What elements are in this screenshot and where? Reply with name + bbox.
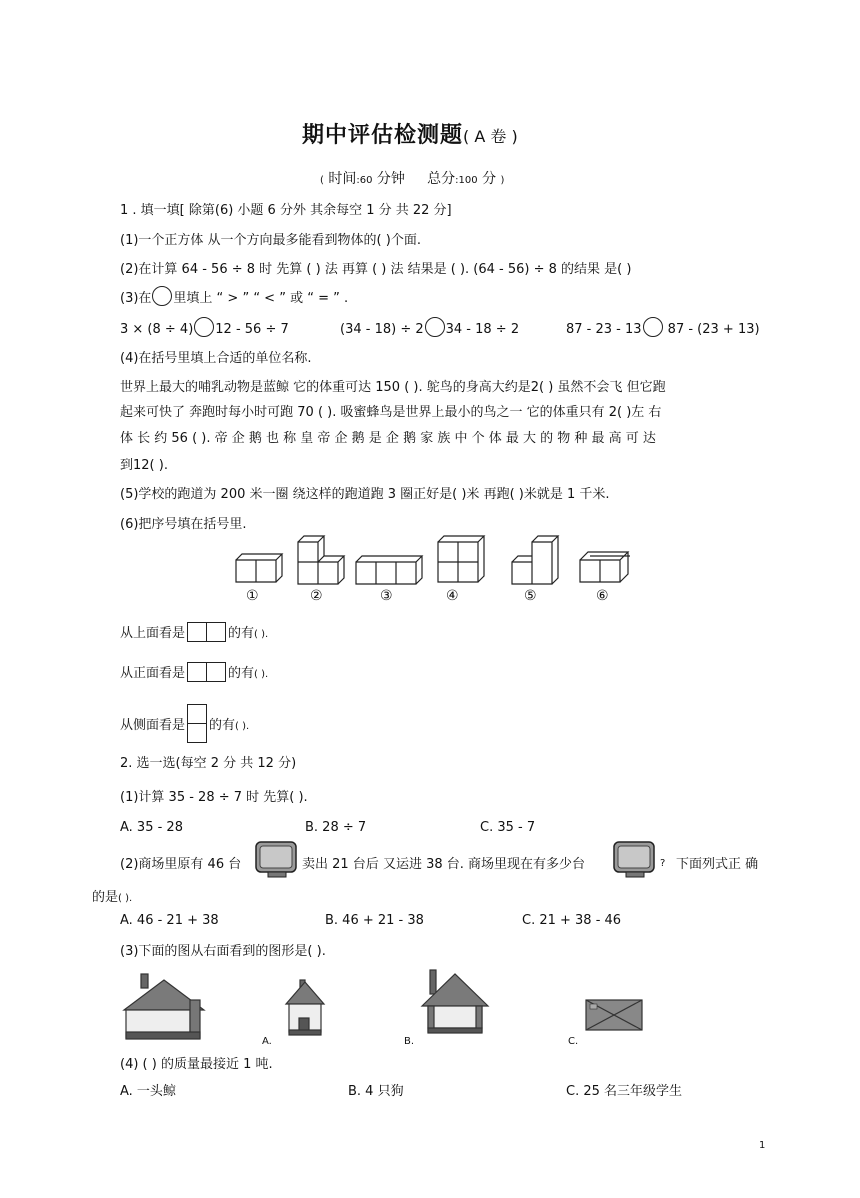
q4-line-2: 起来可快了 奔跑时每小时可跑 70 ( ). 吸蜜蜂鸟是世界上最小的鸟之一 它的体重只有 2( )左 右 bbox=[120, 405, 662, 420]
house-option-c-icon bbox=[586, 1000, 642, 1030]
q4-line-3: 体 长 约 56 ( ). 帝 企 鹅 也 称 皇 帝 企 鹅 是 企 鹅 家 族 中 个 体 最 大 的 物 种 最 高 可 达 bbox=[120, 431, 656, 446]
question-1-3 bbox=[120, 286, 348, 306]
house-label-a[interactable]: A. bbox=[262, 1036, 272, 1047]
cube-figure-5 bbox=[512, 536, 558, 584]
compare-expr-2 bbox=[340, 317, 519, 337]
page-number: 1 bbox=[759, 1140, 766, 1151]
section-2-heading: 2. 选一选(每空 2 分 共 12 分) bbox=[120, 756, 297, 771]
q2-4-option-b[interactable]: B. 4 只狗 bbox=[348, 1084, 404, 1099]
question-1-1: (1)一个正方体 从一个方向最多能看到物体的( )个面. bbox=[120, 233, 421, 248]
q2-2-option-c[interactable]: C. 21 + 38 - 46 bbox=[522, 913, 622, 928]
page-title bbox=[302, 118, 518, 149]
question-1-2: (2)在计算 64 - 56 ÷ 8 时 先算 ( ) 法 再算 ( ) 法 结果是 ( ). (64 - 56) ÷ 8 的结果 是( ) bbox=[120, 262, 632, 277]
expr-2-left: (34 - 18) ÷ 2 bbox=[340, 322, 424, 337]
cube-figures bbox=[0, 540, 860, 620]
house-label-c[interactable]: C. bbox=[568, 1036, 579, 1047]
score-label: 总分 bbox=[427, 171, 456, 187]
cube-figure-4 bbox=[438, 536, 484, 582]
score-value: :100 bbox=[455, 175, 478, 186]
compare-circle-3[interactable] bbox=[643, 317, 663, 337]
top-view-answer[interactable]: ( ). bbox=[254, 629, 269, 640]
q3-text-b: 里填上 “ > ” “ < ” 或 “ = ” . bbox=[173, 291, 349, 306]
q2-1-option-c[interactable]: C. 35 - 7 bbox=[480, 820, 536, 835]
top-view-have: 的有 bbox=[228, 626, 255, 641]
subtitle-rparen: ) bbox=[500, 175, 505, 186]
q2-2-option-b[interactable]: B. 46 + 21 - 38 bbox=[325, 913, 424, 928]
two-squares-horizontal-icon bbox=[187, 622, 226, 646]
q2-2-qmark: ? bbox=[660, 858, 666, 869]
q2-2-text-a: (2)商场里原有 46 台 bbox=[120, 857, 242, 872]
q2-4-option-a[interactable]: A. 一头鲸 bbox=[120, 1084, 176, 1099]
compare-expr-3 bbox=[566, 317, 760, 337]
time-value: :60 bbox=[356, 175, 373, 186]
q2-2-answer[interactable]: ( ). bbox=[118, 893, 133, 904]
figure-label-5: ⑤ bbox=[524, 588, 537, 604]
expr-2-right: 34 - 18 ÷ 2 bbox=[445, 322, 520, 337]
question-1-6: (6)把序号填在括号里. bbox=[120, 517, 247, 532]
cube-figure-1 bbox=[236, 554, 282, 582]
question-2-3: (3)下面的图从右面看到的图形是( ). bbox=[120, 944, 326, 959]
title-main: 期中评估检测题 bbox=[302, 123, 464, 148]
q4-line-1: 世界上最大的哺乳动物是蓝鲸 它的体重可达 150 ( ). 鸵鸟的身高大约是2( ) 虽然不会飞 但它跑 bbox=[120, 380, 666, 395]
house-option-b-icon bbox=[422, 970, 488, 1033]
q4-line-4: 到12( ). bbox=[120, 458, 168, 473]
figure-label-4: ④ bbox=[446, 588, 459, 604]
two-squares-vertical-icon bbox=[187, 704, 207, 743]
compare-circle-1[interactable] bbox=[194, 317, 214, 337]
title-suffix: ( A 卷 ) bbox=[463, 127, 518, 146]
side-view-answer[interactable]: ( ). bbox=[235, 721, 250, 732]
side-view-question bbox=[120, 704, 249, 743]
cube-figure-6 bbox=[580, 552, 630, 582]
score-unit: 分 bbox=[482, 171, 497, 187]
figure-label-3: ③ bbox=[380, 588, 393, 604]
question-1-4: (4)在括号里填上合适的单位名称. bbox=[120, 351, 312, 366]
side-view-have: 的有 bbox=[209, 718, 236, 733]
expr-3-right: 87 - (23 + 13) bbox=[663, 322, 760, 337]
expr-1-right: 12 - 56 ÷ 7 bbox=[215, 322, 289, 337]
subtitle bbox=[320, 168, 504, 188]
time-label: 时间 bbox=[328, 171, 357, 187]
tv-icon bbox=[254, 840, 302, 880]
expr-3-left: 87 - 23 - 13 bbox=[566, 322, 642, 337]
section-1-heading: 1 . 填一填[ 除第(6) 小题 6 分外 其余每空 1 分 共 22 分] bbox=[120, 203, 452, 218]
q2-2-line2-text: 的是 bbox=[92, 890, 119, 905]
top-view-label: 从上面看是 bbox=[120, 626, 186, 641]
compare-expr-1 bbox=[120, 317, 289, 337]
front-view-have: 的有 bbox=[228, 666, 255, 681]
house-figures bbox=[0, 966, 860, 1046]
time-unit: 分钟 bbox=[376, 171, 405, 187]
q2-2-text-c: 下面列式正 确 bbox=[676, 857, 759, 872]
q2-2-line2 bbox=[92, 886, 132, 905]
q2-1-option-a[interactable]: A. 35 - 28 bbox=[120, 820, 183, 835]
figure-label-6: ⑥ bbox=[596, 588, 609, 604]
q2-2-text-b: 卖出 21 台后 又运进 38 台. 商场里现在有多少台 bbox=[302, 857, 586, 872]
q3-text-a: (3)在 bbox=[120, 291, 152, 306]
q2-4-option-c[interactable]: C. 25 名三年级学生 bbox=[566, 1084, 683, 1099]
figure-label-2: ② bbox=[310, 588, 323, 604]
tv-icon bbox=[612, 840, 660, 880]
house-label-b[interactable]: B. bbox=[404, 1036, 415, 1047]
figure-label-1: ① bbox=[246, 588, 259, 604]
subtitle-lparen: ( bbox=[320, 175, 324, 186]
front-view-label: 从正面看是 bbox=[120, 666, 186, 681]
cube-figure-3 bbox=[356, 556, 422, 584]
question-2-4: (4) ( ) 的质量最接近 1 吨. bbox=[120, 1057, 273, 1072]
top-view-question bbox=[120, 622, 268, 646]
house-main-icon bbox=[124, 974, 204, 1039]
side-view-label: 从侧面看是 bbox=[120, 718, 186, 733]
question-2-1: (1)计算 35 - 28 ÷ 7 时 先算( ). bbox=[120, 790, 308, 805]
house-option-a-icon bbox=[286, 980, 324, 1035]
circle-blank-icon bbox=[152, 286, 172, 306]
compare-circle-2[interactable] bbox=[425, 317, 445, 337]
front-view-answer[interactable]: ( ). bbox=[254, 669, 269, 680]
question-1-5: (5)学校的跑道为 200 米一圈 绕这样的跑道跑 3 圈正好是( )米 再跑( )米就是 1 千米. bbox=[120, 487, 610, 502]
q2-2-option-a[interactable]: A. 46 - 21 + 38 bbox=[120, 913, 219, 928]
front-view-question bbox=[120, 662, 268, 686]
cube-figure-2 bbox=[298, 536, 344, 584]
expr-1-left: 3 × (8 ÷ 4) bbox=[120, 322, 194, 337]
q2-1-option-b[interactable]: B. 28 ÷ 7 bbox=[305, 820, 367, 835]
two-squares-horizontal-icon bbox=[187, 662, 226, 686]
